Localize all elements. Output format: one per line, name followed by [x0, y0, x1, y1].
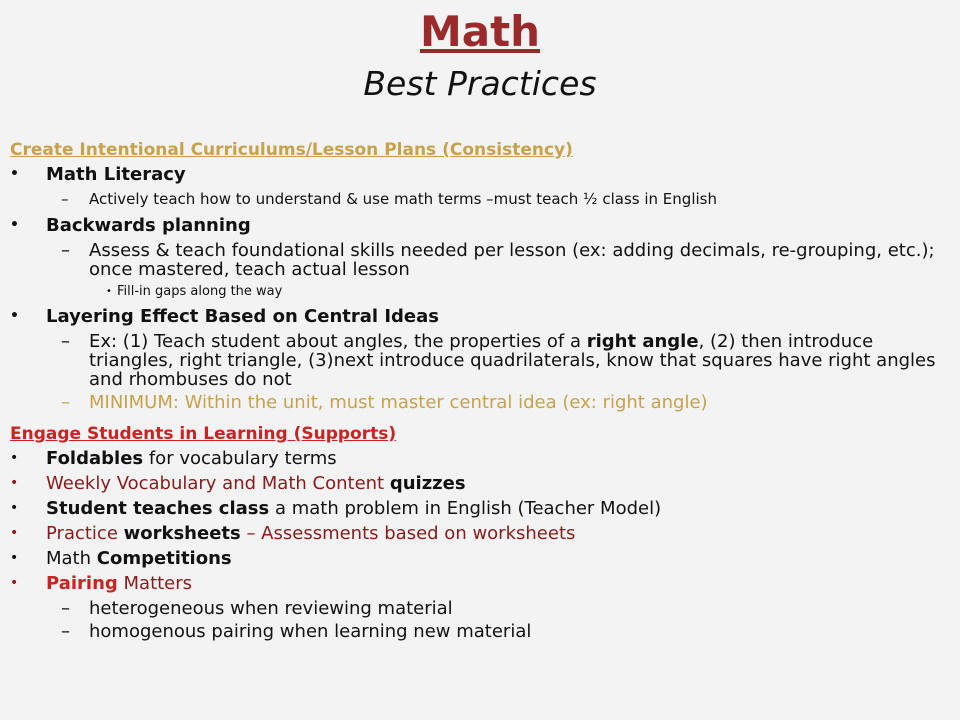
slide-subtitle: Best Practices: [363, 64, 597, 103]
sub-bullet-heterogeneous: – heterogeneous when reviewing material: [61, 598, 453, 619]
sub-bullet-backwards-planning: – Assess & teach foundational skills needed per lesson (ex: adding decimals, re-grouping, etc.); once mastered, teach actual lesson: [61, 240, 935, 280]
sub-bullet-homogenous: – homogenous pairing when learning new material: [61, 621, 532, 642]
bullet-layering-effect: • Layering Effect Based on Central Ideas: [10, 304, 950, 329]
bullet-student-teaches: • Student teaches class a math problem in English (Teacher Model): [10, 496, 950, 521]
section-heading-curriculum: Create Intentional Curriculums/Lesson Plans (Consistency): [10, 140, 573, 160]
bullet-weekly-quizzes: • Weekly Vocabulary and Math Content quizzes: [10, 471, 950, 496]
bullet-practice-worksheets: • Practice worksheets – Assessments based on worksheets: [10, 521, 950, 546]
bullet-pairing-matters: • Pairing Matters: [10, 571, 950, 596]
slide-title: Math: [419, 7, 541, 56]
sub-bullet-math-literacy: – Actively teach how to understand & use math terms –must teach ½ class in English: [61, 190, 717, 208]
sub-bullet-layering-example: – Ex: (1) Teach student about angles, the properties of a right angle, (2) then introduce triangles, right triangle, (3)next introduce quadrilaterals, know that squares have right angles and rhombuses do not: [61, 331, 936, 390]
section-heading-engage: Engage Students in Learning (Supports): [10, 424, 397, 444]
sub-bullet-minimum: – MINIMUM: Within the unit, must master central idea (ex: right angle): [61, 392, 708, 413]
bullet-math-competitions: • Math Competitions: [10, 546, 950, 571]
bullet-backwards-planning: • Backwards planning: [10, 213, 950, 238]
slide-body: [10, 138, 950, 645]
bullet-foldables: • Foldables for vocabulary terms: [10, 446, 950, 471]
sub-sub-bullet-fill-gaps: • Fill-in gaps along the way: [10, 283, 950, 300]
bullet-math-literacy: • Math Literacy: [10, 162, 950, 187]
